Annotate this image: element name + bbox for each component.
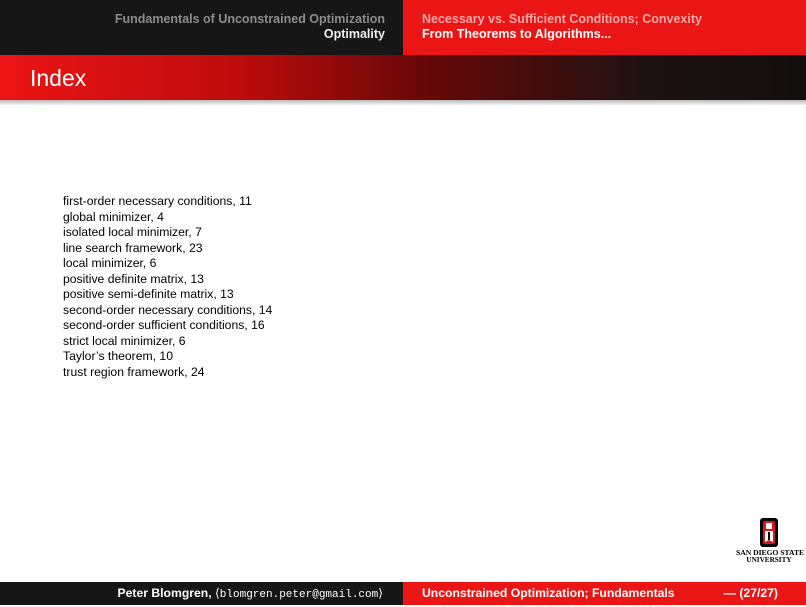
index-list: [63, 194, 272, 380]
talk-title: Unconstrained Optimization; Fundamentals: [422, 586, 675, 600]
footer-talk-info: [403, 582, 806, 605]
left-angle-bracket: ⟨: [215, 586, 220, 600]
index-entry[interactable]: local minimizer, 6: [63, 256, 157, 270]
author-name: Peter Blomgren,: [117, 586, 212, 600]
subsection-navigation: [403, 0, 806, 55]
index-entry[interactable]: second-order necessary conditions, 14: [63, 302, 273, 317]
index-entry[interactable]: strict local minimizer, 6: [63, 333, 186, 348]
section-subtitle-link[interactable]: Optimality: [323, 27, 385, 41]
index-entry[interactable]: line search framework, 23: [63, 240, 203, 255]
subsection-title-link[interactable]: Necessary vs. Sufficient Conditions; Convexity: [422, 12, 702, 26]
university-seal-icon: [736, 517, 802, 549]
index-entry[interactable]: first-order necessary conditions, 11: [63, 194, 252, 208]
right-angle-bracket: ⟩: [378, 586, 383, 600]
footer-author: [0, 582, 403, 605]
author-email[interactable]: blomgren.peter@gmail.com: [219, 589, 379, 601]
index-entry[interactable]: positive semi-definite matrix, 13: [63, 287, 234, 301]
page-number: — (27/27): [723, 586, 778, 600]
index-entry[interactable]: global minimizer, 4: [63, 209, 164, 224]
title-bar-shadow: [0, 100, 806, 106]
top-navigation-bar: [0, 0, 806, 55]
index-entry[interactable]: second-order sufficient conditions, 16: [63, 318, 265, 332]
subsection-subtitle-link[interactable]: From Theorems to Algorithms...: [422, 27, 612, 41]
logo-text-line1: SAN DIEGO STATE: [736, 548, 805, 557]
section-title-link[interactable]: Fundamentals of Unconstrained Optimization: [114, 12, 385, 26]
index-entry[interactable]: positive definite matrix, 13: [63, 271, 204, 286]
index-entry[interactable]: isolated local minimizer, 7: [63, 225, 202, 239]
logo-text-line2: UNIVERSITY: [746, 556, 792, 564]
frame-title-bar: [0, 55, 806, 100]
footer-bar: [0, 582, 806, 605]
section-navigation: [0, 0, 403, 55]
index-entry[interactable]: Taylor’s theorem, 10: [63, 349, 173, 363]
university-logo: [736, 517, 805, 567]
frame-title: Index: [30, 65, 87, 91]
index-entry[interactable]: trust region framework, 24: [63, 364, 205, 379]
